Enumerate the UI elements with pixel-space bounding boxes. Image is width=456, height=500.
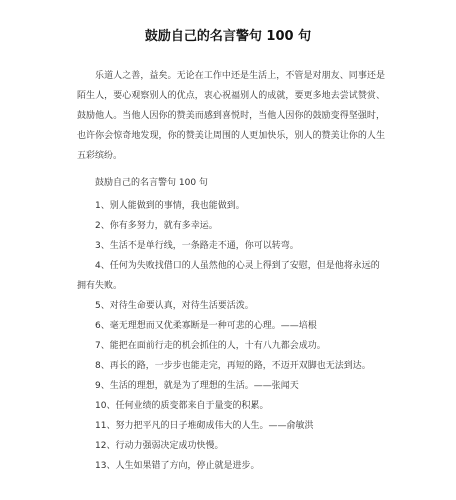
quote-list <box>77 196 385 476</box>
quote-item: 7、能把在面前行走的机会抓住的人，十有八九都会成功。 <box>95 341 326 351</box>
quote-item: 11、努力把平凡的日子堆砌成伟大的人生。——俞敏洪 <box>95 421 314 431</box>
quote-item: 8、再长的路，一步步也能走完，再短的路，不迈开双脚也无法到达。 <box>95 361 371 371</box>
quote-item: 12、行动力强弱决定成功快慢。 <box>95 441 224 451</box>
quote-item: 1、别人能做到的事情，我也能做到。 <box>95 201 245 211</box>
page-title: 鼓励自己的名言警句 100 句 <box>144 29 312 44</box>
intro-paragraph: 乐道人之善，益矣。无论在工作中还是生活上，不管是对朋友、同事还是陌生人，要心观察别人的优点，衷心祝福别人的成就，要更多地去尝试赞赏、鼓励他人。当他人因你的赞美而感到喜悦时，当他人因你的鼓励变得坚强时，也许你会惊奇地发现，你的赞美让周围的人更加快乐，别人的赞美让你的人生五彩缤纷。 <box>77 71 385 161</box>
quote-item: 2、你有多努力，就有多幸运。 <box>95 221 218 231</box>
quote-item: 9、生活的理想，就是为了理想的生活。——张闻天 <box>95 381 299 391</box>
quote-item: 6、毫无理想而又优柔寡断是一种可悲的心理。——培根 <box>95 321 317 331</box>
quote-item: 10、任何业绩的质变都来自于量变的积累。 <box>95 401 269 411</box>
quote-item: 3、生活不是单行线，一条路走不通，你可以转弯。 <box>95 241 299 251</box>
quote-item: 5、对待生命要认真，对待生活要活泼。 <box>95 301 254 311</box>
list-heading: 鼓励自己的名言警句 100 句 <box>95 178 208 188</box>
quote-item: 4、任何为失败找借口的人虽然他的心灵上得到了安慰，但是他将永远的拥有失败。 <box>77 261 380 291</box>
quote-item: 13、人生如果错了方向，停止就是进步。 <box>95 461 260 471</box>
